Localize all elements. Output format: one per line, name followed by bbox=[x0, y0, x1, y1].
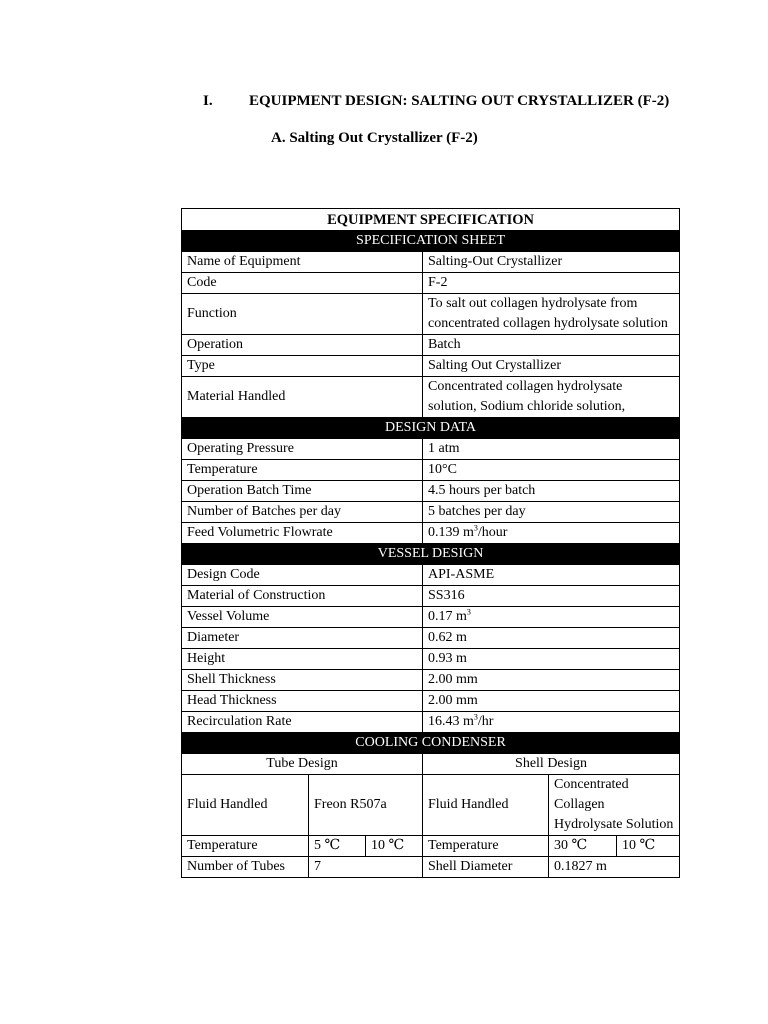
row-value-text: 0.93 m bbox=[428, 651, 467, 666]
row-value bbox=[423, 252, 680, 273]
equipment-spec-table bbox=[181, 208, 680, 878]
shell-temp-label: Temperature bbox=[423, 836, 549, 857]
row-label: Operation bbox=[182, 335, 423, 356]
table-row bbox=[182, 857, 680, 878]
row-label: Function bbox=[182, 294, 423, 335]
row-label: Name of Equipment bbox=[182, 252, 423, 273]
row-value-suffix: /hour bbox=[477, 525, 508, 540]
row-value-text: To salt out collagen hydrolysate from concentrated collagen hydrolysate solution bbox=[428, 296, 668, 331]
row-value-superscript: 3 bbox=[473, 712, 478, 722]
table-row bbox=[182, 252, 680, 273]
row-value-text: Salting Out Crystallizer bbox=[428, 358, 561, 373]
table-row bbox=[182, 460, 680, 481]
row-value bbox=[423, 712, 680, 733]
row-label: Diameter bbox=[182, 628, 423, 649]
row-label: Temperature bbox=[182, 460, 423, 481]
row-label: Type bbox=[182, 356, 423, 377]
row-value bbox=[423, 565, 680, 586]
shell-temp-in: 30 ℃ bbox=[549, 836, 617, 857]
section-bar bbox=[182, 418, 680, 439]
row-label: Code bbox=[182, 273, 423, 294]
section-cooling-condenser: COOLING CONDENSER bbox=[182, 733, 680, 754]
section-spec-sheet: SPECIFICATION SHEET bbox=[182, 231, 680, 252]
shell-diameter-label: Shell Diameter bbox=[423, 857, 549, 878]
row-label: Shell Thickness bbox=[182, 670, 423, 691]
section-bar bbox=[182, 733, 680, 754]
row-value bbox=[423, 439, 680, 460]
table-row bbox=[182, 712, 680, 733]
row-value-text: 5 batches per day bbox=[428, 504, 526, 519]
table-row bbox=[182, 481, 680, 502]
tube-design-header: Tube Design bbox=[182, 754, 423, 775]
row-value bbox=[423, 460, 680, 481]
section-vessel-design: VESSEL DESIGN bbox=[182, 544, 680, 565]
row-value-text: 1 atm bbox=[428, 441, 460, 456]
table-row bbox=[182, 775, 680, 836]
section-number: I. bbox=[203, 93, 213, 109]
row-value bbox=[423, 294, 680, 335]
table-row bbox=[182, 565, 680, 586]
table-row bbox=[182, 607, 680, 628]
tube-temp-in: 5 ℃ bbox=[309, 836, 366, 857]
row-value-suffix: /hr bbox=[477, 714, 494, 729]
table-row bbox=[182, 836, 680, 857]
table-title-row bbox=[182, 209, 680, 231]
section-design-data: DESIGN DATA bbox=[182, 418, 680, 439]
row-value-text: 0.139 m bbox=[428, 525, 474, 540]
tubes-value: 7 bbox=[309, 857, 423, 878]
table-row bbox=[182, 670, 680, 691]
row-value-text: F-2 bbox=[428, 275, 448, 290]
shell-diameter-value: 0.1827 m bbox=[549, 857, 680, 878]
row-value bbox=[423, 377, 680, 418]
row-value-text: 2.00 mm bbox=[428, 672, 478, 687]
row-value bbox=[423, 628, 680, 649]
row-value-superscript: 3 bbox=[466, 607, 471, 617]
table-row bbox=[182, 356, 680, 377]
row-value-text: 10°C bbox=[428, 462, 457, 477]
row-value-text: SS316 bbox=[428, 588, 465, 603]
tube-fluid-label: Fluid Handled bbox=[182, 775, 309, 836]
table-row bbox=[182, 628, 680, 649]
row-value bbox=[423, 335, 680, 356]
row-value bbox=[423, 502, 680, 523]
row-value bbox=[423, 273, 680, 294]
table-row bbox=[182, 273, 680, 294]
row-label: Head Thickness bbox=[182, 691, 423, 712]
row-label: Material Handled bbox=[182, 377, 423, 418]
row-value bbox=[423, 691, 680, 712]
row-value bbox=[423, 481, 680, 502]
row-value-text: Concentrated collagen hydrolysate solution, Sodium chloride solution, bbox=[428, 379, 626, 414]
tubes-label: Number of Tubes bbox=[182, 857, 309, 878]
shell-temp-out: 10 ℃ bbox=[617, 836, 680, 857]
table-row bbox=[182, 502, 680, 523]
row-value-text: 0.62 m bbox=[428, 630, 467, 645]
row-value bbox=[423, 670, 680, 691]
shell-fluid-value: Concentrated Collagen Hydrolysate Solution bbox=[549, 775, 680, 836]
row-label: Operating Pressure bbox=[182, 439, 423, 460]
row-value-superscript: 3 bbox=[473, 523, 478, 533]
subsection-title: A. Salting Out Crystallizer (F-2) bbox=[271, 130, 478, 146]
table-row bbox=[182, 335, 680, 356]
row-value-text: 4.5 hours per batch bbox=[428, 483, 536, 498]
row-label: Number of Batches per day bbox=[182, 502, 423, 523]
table-row bbox=[182, 294, 680, 335]
row-value-text: Batch bbox=[428, 337, 461, 352]
table-row bbox=[182, 377, 680, 418]
row-label: Operation Batch Time bbox=[182, 481, 423, 502]
tube-fluid-value: Freon R507a bbox=[309, 775, 423, 836]
table-row bbox=[182, 523, 680, 544]
section-bar bbox=[182, 544, 680, 565]
shell-design-header: Shell Design bbox=[423, 754, 680, 775]
row-value bbox=[423, 356, 680, 377]
table-row bbox=[182, 586, 680, 607]
row-value-text: 16.43 m bbox=[428, 714, 474, 729]
table-row bbox=[182, 691, 680, 712]
table-row bbox=[182, 754, 680, 775]
section-title: EQUIPMENT DESIGN: SALTING OUT CRYSTALLIZER (F-2) bbox=[249, 93, 670, 109]
row-value bbox=[423, 586, 680, 607]
row-value-text: API-ASME bbox=[428, 567, 495, 582]
row-label: Material of Construction bbox=[182, 586, 423, 607]
shell-fluid-label: Fluid Handled bbox=[423, 775, 549, 836]
row-label: Feed Volumetric Flowrate bbox=[182, 523, 423, 544]
tube-temp-label: Temperature bbox=[182, 836, 309, 857]
row-label: Vessel Volume bbox=[182, 607, 423, 628]
row-label: Recirculation Rate bbox=[182, 712, 423, 733]
row-label: Height bbox=[182, 649, 423, 670]
tube-temp-out: 10 ℃ bbox=[366, 836, 423, 857]
table-row bbox=[182, 649, 680, 670]
table-row bbox=[182, 439, 680, 460]
table-title: EQUIPMENT SPECIFICATION bbox=[182, 209, 680, 231]
row-label: Design Code bbox=[182, 565, 423, 586]
row-value-text: Salting-Out Crystallizer bbox=[428, 254, 563, 269]
row-value bbox=[423, 523, 680, 544]
row-value bbox=[423, 649, 680, 670]
row-value-text: 0.17 m bbox=[428, 609, 467, 624]
section-bar bbox=[182, 231, 680, 252]
row-value-text: 2.00 mm bbox=[428, 693, 478, 708]
row-value bbox=[423, 607, 680, 628]
